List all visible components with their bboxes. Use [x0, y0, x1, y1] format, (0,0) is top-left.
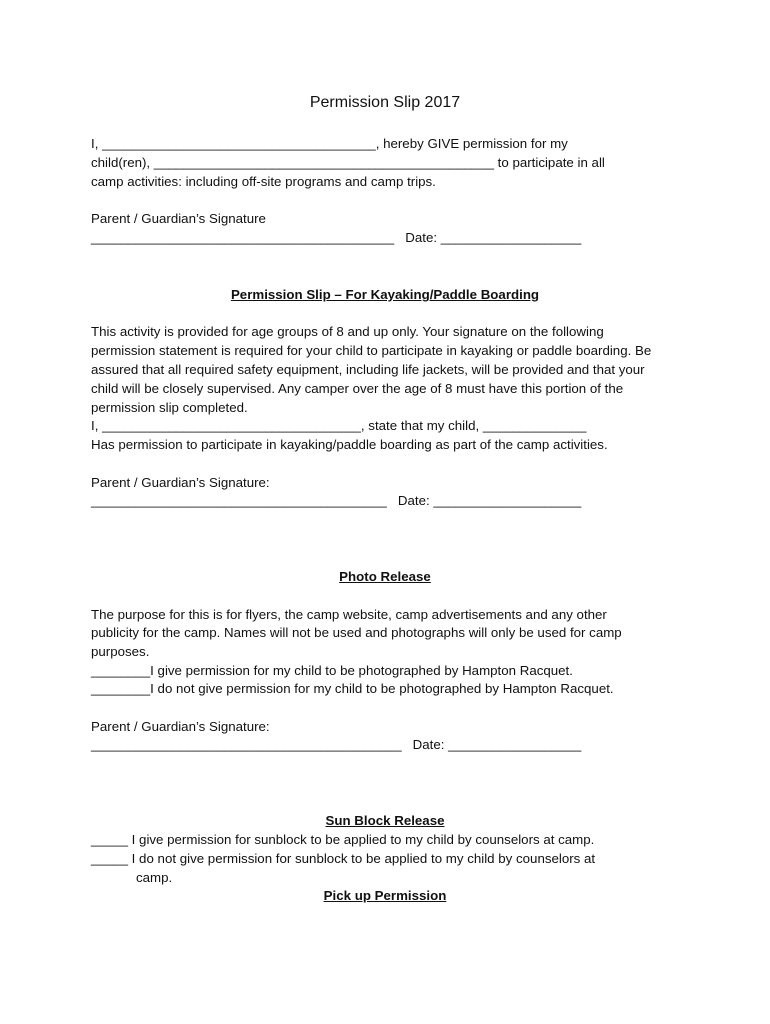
photo-option-give: ________I give permission for my child to be photographed by Hampton Racquet.: [91, 663, 573, 678]
kayak-section-heading: Permission Slip – For Kayaking/Paddle Boarding: [230, 287, 540, 302]
general-text-line: camp activities: including off-site programs and camp trips.: [91, 174, 436, 189]
kayak-text-line: Has permission to participate in kayaking/paddle boarding as part of the camp activities.: [91, 437, 608, 452]
photo-signature-line: __________________________________________ Date: __________________: [91, 737, 582, 752]
kayak-text-line: permission statement is required for your child to participate in kayaking or paddle boarding. Be: [91, 343, 652, 358]
kayak-signature-label: Parent / Guardian’s Signature:: [91, 475, 270, 490]
kayak-signature-line: ________________________________________ Date: ____________________: [91, 493, 582, 508]
kayak-text-line: child will be closely supervised. Any camper over the age of 8 must have this portion of the: [91, 381, 624, 396]
document-title: Permission Slip 2017: [309, 94, 461, 111]
general-text-line: I, _____________________________________, hereby GIVE permission for my: [91, 136, 568, 151]
photo-section-heading: Photo Release: [339, 569, 431, 584]
pickup-section-heading: Pick up Permission: [323, 888, 447, 903]
kayak-text-line: permission slip completed.: [91, 400, 248, 415]
general-signature-label: Parent / Guardian’s Signature: [91, 211, 266, 226]
photo-text-line: publicity for the camp. Names will not be used and photographs will only be used for camp: [91, 625, 622, 640]
general-signature-line: _________________________________________ Date: ___________________: [91, 230, 582, 245]
photo-option-not-give: ________I do not give permission for my child to be photographed by Hampton Racquet.: [91, 681, 614, 696]
sunblock-option-continuation: camp.: [136, 870, 173, 885]
photo-text-line: The purpose for this is for flyers, the camp website, camp advertisements and any other: [91, 607, 607, 622]
sunblock-section-heading: Sun Block Release: [325, 813, 445, 828]
kayak-text-line: assured that all required safety equipment, including life jackets, will be provided and that your: [91, 362, 645, 377]
photo-signature-label: Parent / Guardian’s Signature:: [91, 719, 270, 734]
kayak-text-line: This activity is provided for age groups of 8 and up only. Your signature on the following: [91, 324, 604, 339]
sunblock-option-give: _____ I give permission for sunblock to be applied to my child by counselors at camp.: [91, 832, 595, 847]
kayak-text-line: I, ___________________________________, state that my child, ______________: [91, 418, 587, 433]
general-text-line: child(ren), ______________________________________________ to participate in all: [91, 155, 605, 170]
sunblock-option-not-give: _____ I do not give permission for sunblock to be applied to my child by counselors at: [91, 851, 596, 866]
photo-text-line: purposes.: [91, 644, 150, 659]
